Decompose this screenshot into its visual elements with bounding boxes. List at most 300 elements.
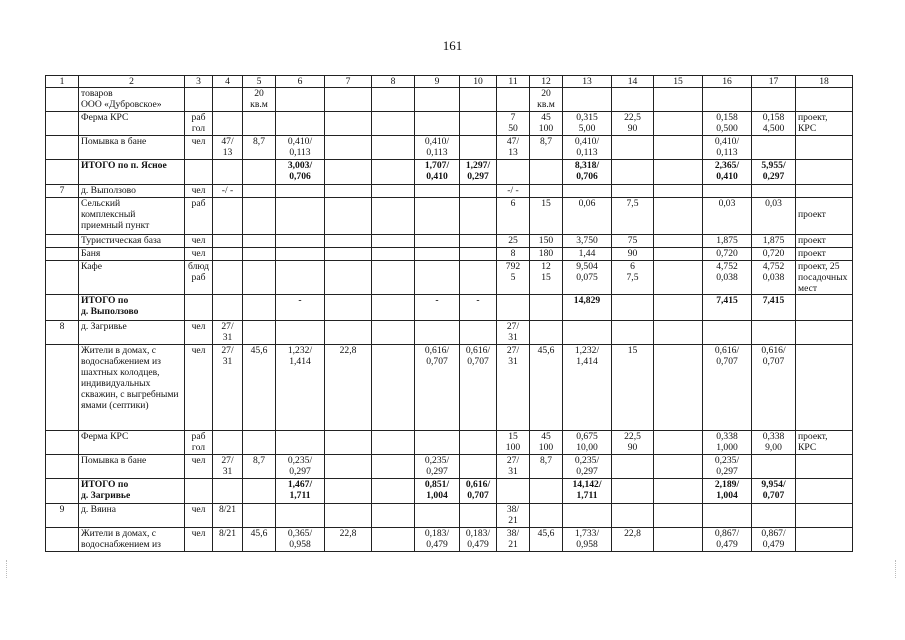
table-cell — [46, 198, 79, 235]
table-cell: 0,851/ 1,004 — [415, 479, 460, 504]
table-row — [46, 261, 853, 295]
table-cell — [372, 136, 415, 160]
table-cell — [213, 88, 243, 112]
table-cell — [243, 295, 276, 321]
table-cell — [612, 295, 654, 321]
table-cell: проект, КРС — [796, 431, 853, 455]
table-cell — [243, 261, 276, 295]
table-cell: 7 — [46, 185, 79, 198]
table-cell: 14,142/ 1,711 — [563, 479, 612, 504]
table-cell: 45 100 — [530, 431, 563, 455]
table-cell: 0,410/ 0,113 — [276, 136, 325, 160]
table-cell — [415, 321, 460, 345]
page-number: 161 — [442, 38, 463, 53]
table-cell — [325, 261, 372, 295]
table-cell — [372, 112, 415, 136]
table-cell — [703, 504, 752, 528]
table-cell — [372, 235, 415, 248]
table-cell: 22,8 — [325, 345, 372, 431]
table-cell — [752, 321, 796, 345]
table-cell: чел — [185, 235, 213, 248]
table-row — [46, 136, 853, 160]
table-cell: 27/ 31 — [213, 321, 243, 345]
table-cell — [612, 504, 654, 528]
table-cell: 2,189/ 1,004 — [703, 479, 752, 504]
table-cell — [752, 88, 796, 112]
row-label-cell: д. Вяина — [79, 504, 185, 528]
table-cell — [372, 431, 415, 455]
table-cell: чел — [185, 321, 213, 345]
table-cell: 8,318/ 0,706 — [563, 160, 612, 185]
table-cell — [185, 88, 213, 112]
table-cell — [276, 321, 325, 345]
table-cell: 38/ 21 — [497, 504, 530, 528]
table-cell — [497, 295, 530, 321]
table-cell — [372, 528, 415, 552]
table-cell: 8,7 — [530, 455, 563, 479]
table-cell — [213, 112, 243, 136]
table-cell: - — [460, 295, 497, 321]
table-cell — [796, 479, 853, 504]
table-cell: 0,235/ 0,297 — [563, 455, 612, 479]
column-number-cell: 14 — [612, 76, 654, 88]
table-cell: 0,616/ 0,707 — [415, 345, 460, 431]
row-label-cell: ИТОГО по д. Загривье — [79, 479, 185, 504]
table-cell — [213, 295, 243, 321]
table-cell — [497, 479, 530, 504]
row-label-cell: Туристическая база — [79, 235, 185, 248]
row-label-cell: д. Загривье — [79, 321, 185, 345]
table-cell — [654, 321, 703, 345]
table-cell — [213, 479, 243, 504]
table-cell — [213, 431, 243, 455]
column-number-cell: 9 — [415, 76, 460, 88]
row-label-cell: Жители в домах, с водоснабжением из шахтных колодцев, индивидуальных скважин, с выгребными ямами (септики) — [79, 345, 185, 431]
table-row — [46, 112, 853, 136]
table-cell — [563, 185, 612, 198]
table-cell — [325, 479, 372, 504]
table-cell — [213, 235, 243, 248]
table-cell: 0,867/ 0,479 — [703, 528, 752, 552]
table-cell: 0,410/ 0,113 — [703, 136, 752, 160]
table-cell — [325, 455, 372, 479]
table-cell: 22,5 90 — [612, 112, 654, 136]
table-cell — [796, 528, 853, 552]
row-label-cell: Помывка в бане — [79, 455, 185, 479]
column-number-cell: 1 — [46, 76, 79, 88]
table-cell: 7,415 — [752, 295, 796, 321]
table-cell — [325, 88, 372, 112]
table-cell: 3,003/ 0,706 — [276, 160, 325, 185]
table-cell: 3,750 — [563, 235, 612, 248]
table-cell — [460, 235, 497, 248]
table-cell: чел — [185, 185, 213, 198]
table-cell: 0,235/ 0,297 — [703, 455, 752, 479]
table-cell: 15 — [612, 345, 654, 431]
table-cell — [325, 321, 372, 345]
table-row — [46, 345, 853, 431]
table-row — [46, 504, 853, 528]
table-cell — [460, 455, 497, 479]
table-cell: проект — [796, 235, 853, 248]
table-cell: 0,720 — [752, 248, 796, 261]
table-cell: 20 кв.м — [530, 88, 563, 112]
table-cell: 7 50 — [497, 112, 530, 136]
table-cell: 0,158 0,500 — [703, 112, 752, 136]
table-cell: -/ - — [213, 185, 243, 198]
table-cell: 0,03 — [703, 198, 752, 235]
table-cell: 7,415 — [703, 295, 752, 321]
table-cell: 27/ 31 — [213, 345, 243, 431]
table-cell — [796, 504, 853, 528]
table-row — [46, 185, 853, 198]
table-cell: 0,338 9,00 — [752, 431, 796, 455]
column-number-cell: 17 — [752, 76, 796, 88]
table-cell: 8/21 — [213, 528, 243, 552]
table-cell — [612, 455, 654, 479]
table-cell — [372, 160, 415, 185]
table-cell: 8 — [46, 321, 79, 345]
column-number-cell: 5 — [243, 76, 276, 88]
table-cell: 150 — [530, 235, 563, 248]
table-cell — [372, 345, 415, 431]
column-number-cell: 2 — [79, 76, 185, 88]
table-cell: 6 — [497, 198, 530, 235]
table-cell — [325, 431, 372, 455]
table-cell — [276, 431, 325, 455]
table-cell: 8,7 — [243, 136, 276, 160]
table-cell — [372, 295, 415, 321]
column-number-row — [46, 76, 853, 88]
table-cell: 14,829 — [563, 295, 612, 321]
table-cell: 22,8 — [612, 528, 654, 552]
table-cell — [276, 112, 325, 136]
table-cell — [796, 345, 853, 431]
table-cell: 1,733/ 0,958 — [563, 528, 612, 552]
table-cell — [654, 528, 703, 552]
table-row — [46, 88, 853, 112]
table-cell — [654, 504, 703, 528]
table-cell — [796, 160, 853, 185]
table-cell — [796, 88, 853, 112]
row-label-cell: товаров ООО «Дубровское» — [79, 88, 185, 112]
table-cell: проект, 25 посадочных мест — [796, 261, 853, 295]
table-cell — [372, 504, 415, 528]
table-cell: 0,675 10,00 — [563, 431, 612, 455]
table-cell — [325, 198, 372, 235]
table-cell — [415, 185, 460, 198]
table-cell — [612, 88, 654, 112]
table-cell: 0,338 1,000 — [703, 431, 752, 455]
table-cell — [325, 112, 372, 136]
table-cell — [612, 136, 654, 160]
column-number-cell: 6 — [276, 76, 325, 88]
table-cell: - — [415, 295, 460, 321]
table-cell — [213, 160, 243, 185]
table-total-row — [46, 295, 853, 321]
table-cell — [372, 261, 415, 295]
table-cell: 20 кв.м — [243, 88, 276, 112]
column-number-cell: 8 — [372, 76, 415, 88]
table-row — [46, 528, 853, 552]
table-cell — [185, 295, 213, 321]
table-row — [46, 455, 853, 479]
table-cell — [415, 261, 460, 295]
table-cell: 6 7,5 — [612, 261, 654, 295]
table-cell — [46, 136, 79, 160]
row-label-cell: Ферма КРС — [79, 112, 185, 136]
table-cell: 1,467/ 1,711 — [276, 479, 325, 504]
table-row — [46, 235, 853, 248]
table-cell — [372, 479, 415, 504]
table-cell — [243, 198, 276, 235]
table-cell: раб гол — [185, 431, 213, 455]
row-label-cell: ИТОГО по д. Выползово — [79, 295, 185, 321]
row-label-cell: Помывка в бане — [79, 136, 185, 160]
column-number-cell: 15 — [654, 76, 703, 88]
table-cell — [530, 321, 563, 345]
table-cell: -/ - — [497, 185, 530, 198]
table-cell — [415, 504, 460, 528]
table-cell: 45 100 — [530, 112, 563, 136]
table-cell — [213, 198, 243, 235]
table-cell: 25 — [497, 235, 530, 248]
left-margin-dots — [6, 560, 11, 578]
table-cell — [654, 185, 703, 198]
table-row — [46, 431, 853, 455]
table-cell — [243, 431, 276, 455]
row-label-cell: Сельский комплексный приемный пункт — [79, 198, 185, 235]
table-cell — [372, 248, 415, 261]
table-cell — [654, 248, 703, 261]
table-cell — [654, 136, 703, 160]
table-cell — [752, 185, 796, 198]
table-cell: 45,6 — [530, 345, 563, 431]
table-cell: 75 — [612, 235, 654, 248]
table-cell — [530, 160, 563, 185]
table-cell — [46, 479, 79, 504]
table-cell — [460, 321, 497, 345]
table-cell — [415, 88, 460, 112]
table-cell: раб — [185, 198, 213, 235]
table-cell: чел — [185, 248, 213, 261]
table-cell — [530, 504, 563, 528]
table-cell — [276, 504, 325, 528]
table-cell — [654, 160, 703, 185]
table-cell: 22,5 90 — [612, 431, 654, 455]
table-cell — [460, 198, 497, 235]
table-cell: 0,616/ 0,707 — [460, 479, 497, 504]
table-cell: 47/ 13 — [213, 136, 243, 160]
table-cell — [530, 295, 563, 321]
table-cell: 8 — [497, 248, 530, 261]
column-number-cell: 4 — [213, 76, 243, 88]
table-cell: 9,504 0,075 — [563, 261, 612, 295]
table-cell: 180 — [530, 248, 563, 261]
table-cell — [563, 504, 612, 528]
table-cell — [213, 261, 243, 295]
table-cell: чел — [185, 455, 213, 479]
table-cell: 0,183/ 0,479 — [415, 528, 460, 552]
table-cell — [415, 248, 460, 261]
table-cell: 27/ 31 — [497, 321, 530, 345]
table-cell — [325, 248, 372, 261]
table-cell — [243, 248, 276, 261]
table-cell: 0,365/ 0,958 — [276, 528, 325, 552]
table-cell: 45,6 — [243, 345, 276, 431]
table-cell — [654, 295, 703, 321]
table-cell — [497, 160, 530, 185]
table-cell: 0,616/ 0,707 — [460, 345, 497, 431]
table-cell: 9,954/ 0,707 — [752, 479, 796, 504]
table-cell: 0,06 — [563, 198, 612, 235]
table-cell — [460, 261, 497, 295]
table-cell — [460, 248, 497, 261]
table-cell — [497, 88, 530, 112]
table-cell: 38/ 21 — [497, 528, 530, 552]
table-cell: 7,5 — [612, 198, 654, 235]
table-cell — [243, 235, 276, 248]
column-number-cell: 18 — [796, 76, 853, 88]
table-cell — [415, 431, 460, 455]
table-cell — [46, 112, 79, 136]
table-cell — [460, 431, 497, 455]
table-cell: раб гол — [185, 112, 213, 136]
table-cell: 27/ 31 — [213, 455, 243, 479]
table-cell: 1,875 — [752, 235, 796, 248]
table-cell — [530, 479, 563, 504]
table-cell — [46, 235, 79, 248]
table-cell — [415, 112, 460, 136]
table-cell: 8,7 — [530, 136, 563, 160]
table-cell — [460, 112, 497, 136]
table-cell — [243, 479, 276, 504]
table-cell: 0,235/ 0,297 — [415, 455, 460, 479]
table-cell — [415, 235, 460, 248]
table-cell: 90 — [612, 248, 654, 261]
table-cell — [372, 88, 415, 112]
table-cell: чел — [185, 528, 213, 552]
table-cell — [563, 88, 612, 112]
table-cell — [276, 88, 325, 112]
table-cell — [325, 235, 372, 248]
right-margin-dots — [895, 560, 900, 578]
table-cell: 8,7 — [243, 455, 276, 479]
table-cell: 15 — [530, 198, 563, 235]
table-cell: 9 — [46, 504, 79, 528]
table-cell — [703, 185, 752, 198]
table-cell — [654, 261, 703, 295]
table-cell — [276, 248, 325, 261]
column-number-cell: 13 — [563, 76, 612, 88]
table-cell: проект, КРС — [796, 112, 853, 136]
table-cell — [415, 198, 460, 235]
table-row — [46, 321, 853, 345]
table-cell — [185, 160, 213, 185]
table-cell — [460, 136, 497, 160]
table-cell — [213, 248, 243, 261]
table-cell — [460, 504, 497, 528]
table-cell — [325, 185, 372, 198]
table-cell — [654, 455, 703, 479]
table-cell: - — [276, 295, 325, 321]
table-cell — [46, 345, 79, 431]
table-cell — [703, 321, 752, 345]
table-row — [46, 248, 853, 261]
table-cell: 1,44 — [563, 248, 612, 261]
table-cell — [276, 198, 325, 235]
table-cell — [796, 136, 853, 160]
table-cell — [372, 185, 415, 198]
table-cell — [752, 136, 796, 160]
column-number-cell: 7 — [325, 76, 372, 88]
table-cell — [654, 431, 703, 455]
table-cell — [796, 295, 853, 321]
table-cell — [325, 160, 372, 185]
table-cell: 0,03 — [752, 198, 796, 235]
table-cell — [460, 88, 497, 112]
table-cell — [752, 455, 796, 479]
table-cell: 0,410/ 0,113 — [563, 136, 612, 160]
table-cell: 27/ 31 — [497, 455, 530, 479]
table-cell — [243, 504, 276, 528]
table-cell — [612, 185, 654, 198]
table-cell: 1,232/ 1,414 — [563, 345, 612, 431]
table-cell: 0,720 — [703, 248, 752, 261]
row-label-cell: Ферма КРС — [79, 431, 185, 455]
table-cell: чел — [185, 504, 213, 528]
table-cell — [654, 345, 703, 431]
table-cell: 0,158 4,500 — [752, 112, 796, 136]
table-cell: 0,616/ 0,707 — [703, 345, 752, 431]
table-cell: 27/ 31 — [497, 345, 530, 431]
row-label-cell: Баня — [79, 248, 185, 261]
table-cell: 0,616/ 0,707 — [752, 345, 796, 431]
table-cell — [243, 112, 276, 136]
table-cell — [325, 504, 372, 528]
table-cell — [796, 455, 853, 479]
table-cell — [46, 88, 79, 112]
table-cell — [276, 235, 325, 248]
row-label-cell: ИТОГО по п. Ясное — [79, 160, 185, 185]
table-cell: проект — [796, 248, 853, 261]
table-cell — [654, 112, 703, 136]
table-cell — [752, 504, 796, 528]
table-cell — [654, 88, 703, 112]
column-number-cell: 3 — [185, 76, 213, 88]
engineering-table — [45, 75, 853, 552]
table-cell — [276, 261, 325, 295]
table-cell — [796, 185, 853, 198]
table-cell: чел — [185, 345, 213, 431]
table-cell — [612, 321, 654, 345]
table-cell: 0,235/ 0,297 — [276, 455, 325, 479]
table-cell — [46, 261, 79, 295]
table-total-row — [46, 160, 853, 185]
column-number-cell: 10 — [460, 76, 497, 88]
table-cell: блюд раб — [185, 261, 213, 295]
table-cell — [325, 136, 372, 160]
table-cell: чел — [185, 136, 213, 160]
table-cell: 0,867/ 0,479 — [752, 528, 796, 552]
table-cell: 15 100 — [497, 431, 530, 455]
table-cell: 0,410/ 0,113 — [415, 136, 460, 160]
table-cell: 22,8 — [325, 528, 372, 552]
table-cell: 1,232/ 1,414 — [276, 345, 325, 431]
table-cell: 5,955/ 0,297 — [752, 160, 796, 185]
table-cell — [654, 479, 703, 504]
table-cell — [46, 248, 79, 261]
